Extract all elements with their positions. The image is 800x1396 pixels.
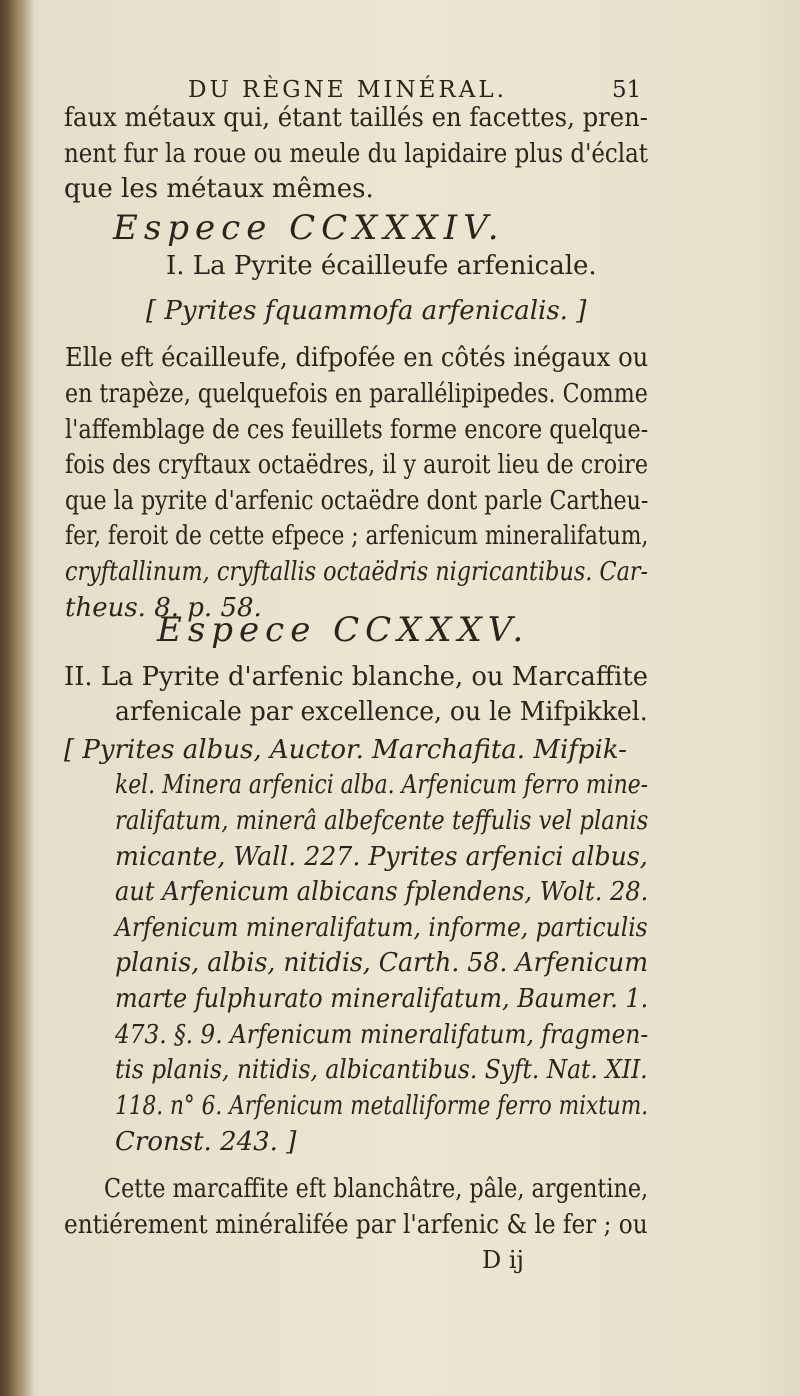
- synonymy-line: [ Pyrites albus, Auctor. Marchafita. Mifpik-: [64, 735, 627, 765]
- text-line: entiérement minéralifée par l'arfenic & le fer ; ou: [64, 1210, 648, 1240]
- synonymy-line: tis planis, nitidis, albicantibus. Syft. Nat. XII.: [115, 1055, 648, 1085]
- synonymy-line: Cronst. 243. ]: [115, 1127, 297, 1157]
- section-heading: Espece CCXXXV.: [157, 610, 530, 650]
- text-line: cryftallinum, cryftallis octaëdris nigricantibus. Car-: [65, 557, 649, 587]
- text-line: fer, feroit de cette efpece ; arfenicum mineralifatum,: [65, 521, 649, 551]
- text-line: l'affemblage de ces feuillets forme encore quelque-: [65, 415, 649, 445]
- section-heading: Espece CCXXXIV.: [113, 208, 505, 248]
- text-line: nent fur la roue ou meule du lapidaire plus d'éclat: [64, 139, 648, 169]
- latin-name: [ Pyrites fquammofa arfenicalis. ]: [146, 296, 587, 326]
- book-binding-edge: [0, 0, 34, 1396]
- text-line: fois des cryftaux octaëdres, il y auroit lieu de croire: [65, 450, 648, 480]
- text-line: Cette marcaffite eft blanchâtre, pâle, argentine,: [104, 1174, 649, 1204]
- synonymy-line: marte fulphurato mineralifatum, Baumer. 1.: [115, 984, 649, 1014]
- text-line: que les métaux mêmes.: [64, 174, 374, 204]
- synonymy-line: Arfenicum mineralifatum, informe, particulis: [115, 913, 648, 943]
- page-number: 51: [612, 77, 642, 103]
- synonymy-line: ralifatum, minerâ albefcente teffulis vel planis: [115, 806, 649, 836]
- text-line: que la pyrite d'arfenic octaëdre dont parle Cartheu-: [65, 486, 649, 516]
- synonymy-line: 473. §. 9. Arfenicum mineralifatum, fragmen-: [115, 1020, 649, 1050]
- species-title: I. La Pyrite écailleufe arfenicale.: [166, 251, 597, 281]
- text-line: en trapèze, quelquefois en parallélipipedes. Comme: [65, 379, 648, 409]
- synonymy-line: micante, Wall. 227. Pyrites arfenici albus,: [115, 842, 648, 872]
- text-line: faux métaux qui, étant taillés en facettes, pren-: [64, 103, 648, 133]
- synonymy-line: aut Arfenicum albicans fplendens, Wolt. 28.: [115, 877, 649, 907]
- text-line: Elle eft écailleufe, difpofée en côtés inégaux ou: [65, 343, 649, 373]
- synonymy-line: planis, albis, nitidis, Carth. 58. Arfenicum: [115, 948, 649, 978]
- synonymy-line: kel. Minera arfenici alba. Arfenicum ferro mine-: [115, 770, 649, 800]
- species-title: II. La Pyrite d'arfenic blanche, ou Marcaffite: [64, 662, 649, 692]
- running-title: DU RÈGNE MINÉRAL.: [188, 77, 507, 103]
- synonymy-line: 118. n° 6. Arfenicum metalliforme ferro mixtum.: [115, 1091, 649, 1121]
- printer-signature: D ij: [482, 1246, 524, 1274]
- text-line: theus. 8. p. 58.: [65, 593, 262, 623]
- species-title: arfenicale par excellence, ou le Mifpikkel.: [115, 697, 648, 727]
